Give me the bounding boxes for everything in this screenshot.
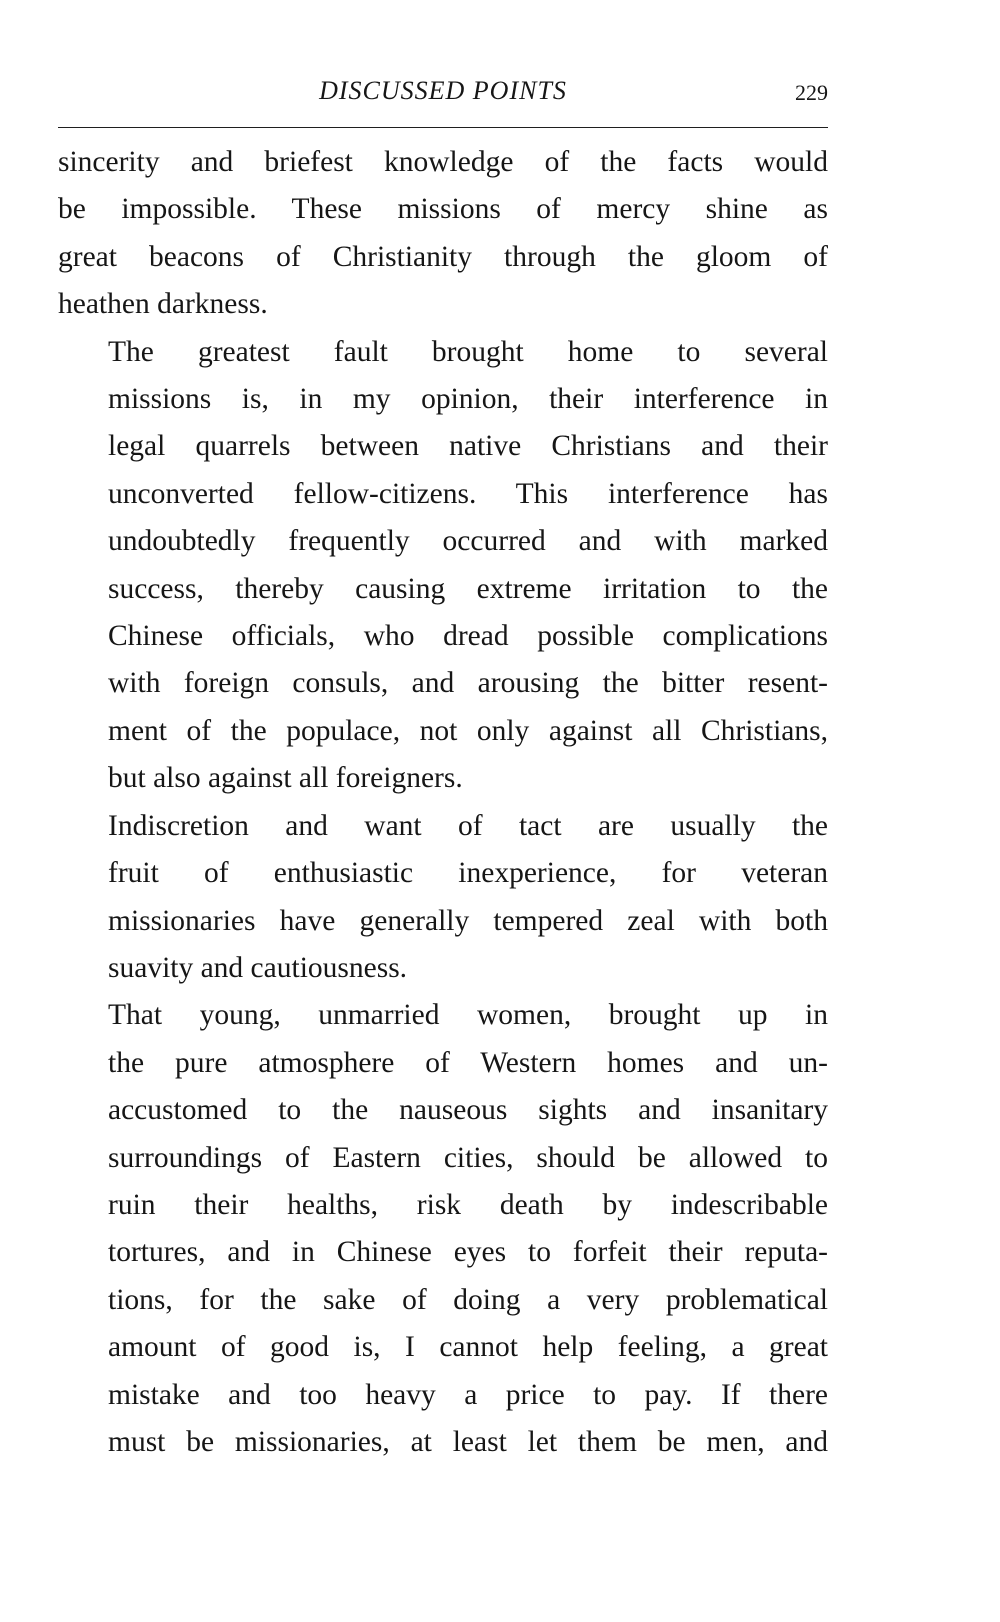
- running-title: DISCUSSED POINTS: [319, 76, 567, 105]
- text-line: undoubtedly frequently occurred and with marked: [108, 525, 828, 558]
- text-line: surroundings of Eastern cities, should be allowed to: [108, 1141, 828, 1174]
- text-line: sincerity and briefest knowledge of the facts would: [58, 146, 828, 178]
- paragraph-3: [58, 803, 828, 993]
- text-line: fruit of enthusiastic inexperience, for veteran: [108, 857, 828, 890]
- text-line: but also against all foreigners.: [108, 762, 463, 795]
- page-number: 229: [795, 80, 828, 105]
- text-line: the pure atmosphere of Western homes and un-: [108, 1046, 828, 1079]
- text-line: amount of good is, I cannot help feeling, a great: [108, 1331, 828, 1364]
- text-line: mistake and too heavy a price to pay. If there: [108, 1378, 828, 1411]
- header-rule: [58, 127, 828, 128]
- paragraph-2: [58, 329, 828, 803]
- text-line: success, thereby causing extreme irritation to the: [108, 572, 828, 605]
- text-line: The greatest fault brought home to several: [108, 335, 828, 368]
- text-line: ment of the populace, not only against all Christians,: [108, 714, 828, 747]
- text-line: accustomed to the nauseous sights and insanitary: [108, 1094, 828, 1127]
- text-line: unconverted fellow-citizens. This interference has: [108, 477, 828, 510]
- body-text: [58, 139, 828, 1466]
- text-line: legal quarrels between native Christians and their: [108, 430, 828, 463]
- text-line: Indiscretion and want of tact are usually the: [108, 809, 828, 842]
- text-line: great beacons of Christianity through the gloom of: [58, 240, 828, 273]
- text-line: with foreign consuls, and arousing the bitter resent-: [108, 667, 828, 700]
- text-line: missions is, in my opinion, their interference in: [108, 383, 828, 416]
- text-line: suavity and cautiousness.: [108, 951, 408, 984]
- text-line: tions, for the sake of doing a very problematical: [108, 1283, 828, 1316]
- text-line: Chinese officials, who dread possible complications: [108, 620, 828, 653]
- text-line: ruin their healths, risk death by indescribable: [108, 1188, 828, 1221]
- text-line: That young, unmarried women, brought up in: [108, 999, 828, 1032]
- text-line: missionaries have generally tempered zeal with both: [108, 904, 828, 937]
- page-header: [58, 74, 828, 114]
- paragraph-4: [58, 992, 828, 1466]
- text-line: tortures, and in Chinese eyes to forfeit their reputa-: [108, 1236, 828, 1269]
- text-line: be impossible. These missions of mercy shine as: [58, 193, 828, 226]
- text-line: must be missionaries, at least let them be men, and: [108, 1425, 828, 1458]
- text-line: heathen darkness.: [58, 288, 268, 321]
- paragraph-1: [58, 139, 828, 329]
